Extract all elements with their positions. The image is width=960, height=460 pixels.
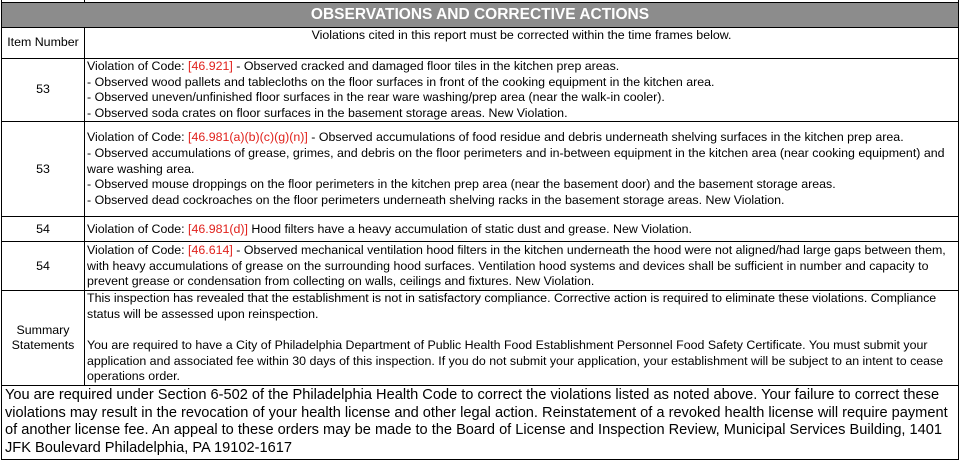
summary-paragraph: This inspection has revealed that the establishment is not in satisfactory compliance. Corrective action is required to eliminate these violations. Compliance status will be assessed upon reinspection. — [87, 291, 937, 321]
paragraph-spacer — [87, 323, 956, 339]
violation-line — [87, 222, 956, 238]
summary-label: Summary Statements — [2, 291, 85, 386]
section-title: OBSERVATIONS AND CORRECTIVE ACTIONS — [2, 3, 959, 28]
violation-line: - Observed soda crates on floor surfaces in the basement storage areas. New Violation. — [87, 105, 568, 120]
item-number: 54 — [2, 242, 85, 291]
violation-line: - Observed mouse droppings on the floor perimeters in the kitchen prep area (near the basement door) and the basement storage areas. — [87, 177, 836, 192]
summary-content — [85, 291, 959, 386]
code-prefix: Violation of Code: — [87, 242, 189, 257]
violation-description — [85, 217, 959, 242]
code-prefix: Violation of Code: — [87, 130, 189, 145]
observations-table — [1, 0, 959, 460]
summary-paragraph: You are required to have a City of Philadelphia Department of Public Health Food Establishment Personnel Food Safety Certificate. You must submit your application and associated fee within 30 days of this inspection. If you do not submit your application, your establishment will be subject to an intent to cease operations order. — [87, 338, 944, 384]
legal-notice: You are required under Section 6-502 of the Philadelphia Health Code to correct the violations listed as noted above. Your failure to correct these violations may result in the revocation of your health license and other legal action. Reinstatement of a revoked health license will require payment of another license fee. An appeal to these orders may be made to the Board of License and Inspection Review, Municipal Services Building, 1401 JFK Boulevard Philadelphia, PA 19102-1617 — [2, 385, 959, 459]
item-number: 54 — [2, 217, 85, 242]
violation-row — [2, 122, 959, 217]
violation-line: - Observed uneven/unfinished floor surfaces in the rear ware washing/prep area (near the walk-in cooler). — [87, 90, 665, 105]
violation-row — [2, 217, 959, 242]
item-number: 53 — [2, 122, 85, 217]
item-number-header: Item Number — [2, 28, 85, 59]
violation-description — [85, 122, 959, 217]
item-number: 53 — [2, 59, 85, 122]
code-reference: [46.921] — [188, 59, 233, 73]
violation-text: - Observed accumulations of food residue and debris underneath shelving surfaces in the kitchen prep area. — [307, 130, 904, 145]
violation-line: - Observed wood pallets and tablecloths on the floor surfaces in front of the cooking equipment in the kitchen area. — [87, 74, 715, 89]
code-prefix: Violation of Code: — [87, 59, 189, 73]
violation-text: - Observed cracked and damaged floor tiles in the kitchen prep areas. — [232, 59, 620, 73]
violation-line — [87, 130, 956, 146]
header-row — [2, 28, 959, 59]
title-row — [2, 3, 959, 28]
violation-text: Hood filters have a heavy accumulation of static dust and grease. New Violation. — [247, 221, 692, 236]
code-reference: [46.614] — [188, 242, 233, 257]
code-prefix: Violation of Code: — [87, 221, 189, 236]
violation-line: - Observed dead cockroaches on the floor perimeters underneath shelving racks in the basement storage areas. New Violation. — [87, 192, 785, 207]
violation-line — [87, 243, 956, 290]
violation-text: - Observed mechanical ventilation hood filters in the kitchen underneath the hood were not aligned/had large gaps between them, with heavy accumulations of grease on the surrounding hood surfaces. Ventilation hood systems and devices shall be sufficient in number and capacity to prevent grease or condensation from collecting on walls, ceilings and fixtures. New Violation. — [87, 242, 946, 289]
violation-line: - Observed accumulations of grease, grimes, and debris on the floor perimeters and in-between equipment in the kitchen area (near cooking equipment) and ware washing area. — [87, 145, 945, 176]
description-header: Violations cited in this report must be corrected within the time frames below. — [85, 28, 959, 59]
summary-row — [2, 291, 959, 386]
code-reference: [46.981(d)] — [188, 221, 248, 236]
footer-row — [2, 385, 959, 459]
violation-description — [85, 59, 959, 122]
code-reference: [46.981(a)(b)(c)(g)(n)] — [188, 130, 308, 145]
violation-row — [2, 59, 959, 122]
violation-row — [2, 242, 959, 291]
violation-description — [85, 242, 959, 291]
violation-line — [87, 59, 956, 75]
